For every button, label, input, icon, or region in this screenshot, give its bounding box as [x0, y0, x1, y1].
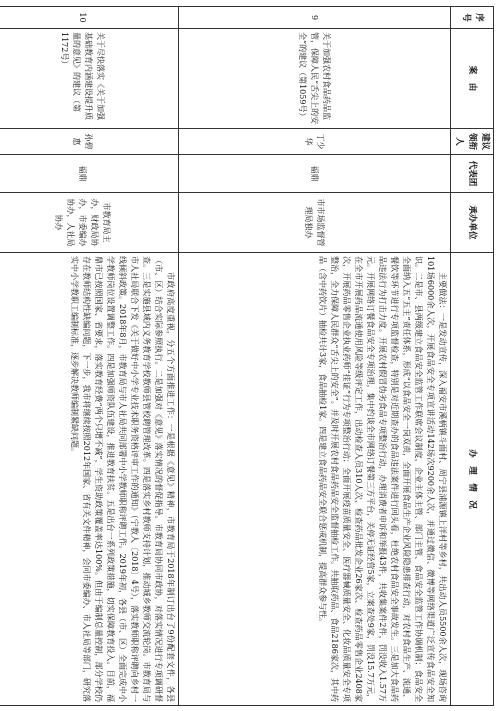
row-title: 关于加强农村食品药品监管，保障人民“舌尖上的安全”的建议（第1059号）	[178, 29, 450, 129]
row-unit: 市教育局主办，财政局协办，市委编办协办，人社局协办	[0, 193, 178, 253]
table-header-row	[450, 7, 493, 706]
table-row	[0, 7, 178, 706]
header-person: 建议领衔人	[450, 129, 493, 155]
header-seq: 序号	[450, 7, 493, 29]
row-status-text: 市政府高度重视，分五个方面推进工作：一是根据《意见》精神，市教育局于2018年制订出台了9份配套文件，各县（市、区）结合实际参照执行。二是加强对《意见》落实情况的督促指导。市教育局协同市政协，对落实情况进行专项调研督查。三是实施县域内义务教育学校教师县管校聘管理改革。四是落实乡村教师支持计划，推动城乡教师交流轮岗。市教育局与市人社局联合下发《关于做好中小学专业技术职务资格评审工作的通知》（宁教人〔2018〕4号），落实教师职称评聘向乡村一线倾斜政策。2018年8月，市教育局与市人社局共同部署中小学教师职称评聘工作。2019年初，各县（市、区）全面完成中小学教师岗位设置调整工作。四是加强师资队伍建设，推进教育扶贫。五是出台一系列政策措施，切实保障教育投入。目前，福鼎市已按照国家、省要求，落实教育经费“两个只增不减”，学生资助政策覆盖率达100%。但由于编制总量控制，部分学校仍存在教师结构性缺编问题，下一步，我市将继续按照2012年国家、省有关文件精神，会同市委编办、市人社局等部门，研究落实中小学教职工编制标准，逐步解决教师编制紧缺问题。	[69, 256, 175, 702]
header-status: 办 理 情 况	[450, 253, 493, 706]
row-status-text: 主要做法：一是发动宣传，深入福安市溪柄镇斗面村、周宁县浦源镇上洋村等乡村，共出动人员5500余人次，现场咨询101场6000余人次，开展食品安全专项宣讲活动142场次9200余人次，并通过微信、微博等网络渠道广泛宣传食品安全知识。二是市、县两级建立食品安全监管工作联席会议制度，企业主体主管、部门主管、食品安全监管工作协调机制；食品安全全面纳入五“五主”责任体系，形成“以食品安全一岗双责，全面开展食品生产企业风险隐患排查行动，对农村食品生产、流通、餐饮等环节进行专项监督检查，特别是对近期查办的食品违法案件进行回头看，杜绝农村食品安全事故发生。三是加大食品药品违法行为打击力度。开展农村假冒伪劣食品专项整治行动，办理消费者申诉和举报43件，共收集案件2件，罚没收入1.57万元。开展网络订餐食品安全专项治理，集中约谈全市网络订餐第三方平台，关停无证经营5家，立案查处9家，罚没15.7万元，在全市开展药品流通使用风险等级评定工作，出动检查人员310人次，检查药品批发企业26家次、检查药品零售企业2408家次，开展药品零售企业执业药师“挂证”行为专项整治行动；全面开展疫苗质量安全、医疗器械质量安全、化妆品质量安全专项整治，全力保障人民群众“舌尖上的安全”。并及时开展农村食品药品安全监督抽检工作。共抽取药品、食品2186家次，其中药品（含中药饮片）抽检共计3家，食品抽检1家。四是建立食品药品安全联合惩戒机制，提高群众参与性。	[317, 256, 447, 702]
row-unit: 市市场监督管理局独办	[178, 193, 450, 253]
row-person: 丁少华	[178, 129, 450, 155]
row-seq: 10	[0, 7, 178, 29]
proposal-table	[0, 6, 494, 706]
header-delegation: 代表团	[450, 155, 493, 193]
row-seq: 9	[178, 7, 450, 29]
row-status	[178, 253, 450, 706]
row-person: 孙碧惠	[0, 129, 178, 155]
header-unit: 承办单位	[450, 193, 493, 253]
row-status	[0, 253, 178, 706]
row-delegation: 福鼎	[178, 155, 450, 193]
table-row	[178, 7, 450, 706]
header-title: 案 由	[450, 29, 493, 129]
row-delegation: 福鼎	[0, 155, 178, 193]
row-title: 关于尽快落实《关于加强基础教育内涵建设提升质量的意见》的建议（第1172号）	[0, 29, 178, 129]
